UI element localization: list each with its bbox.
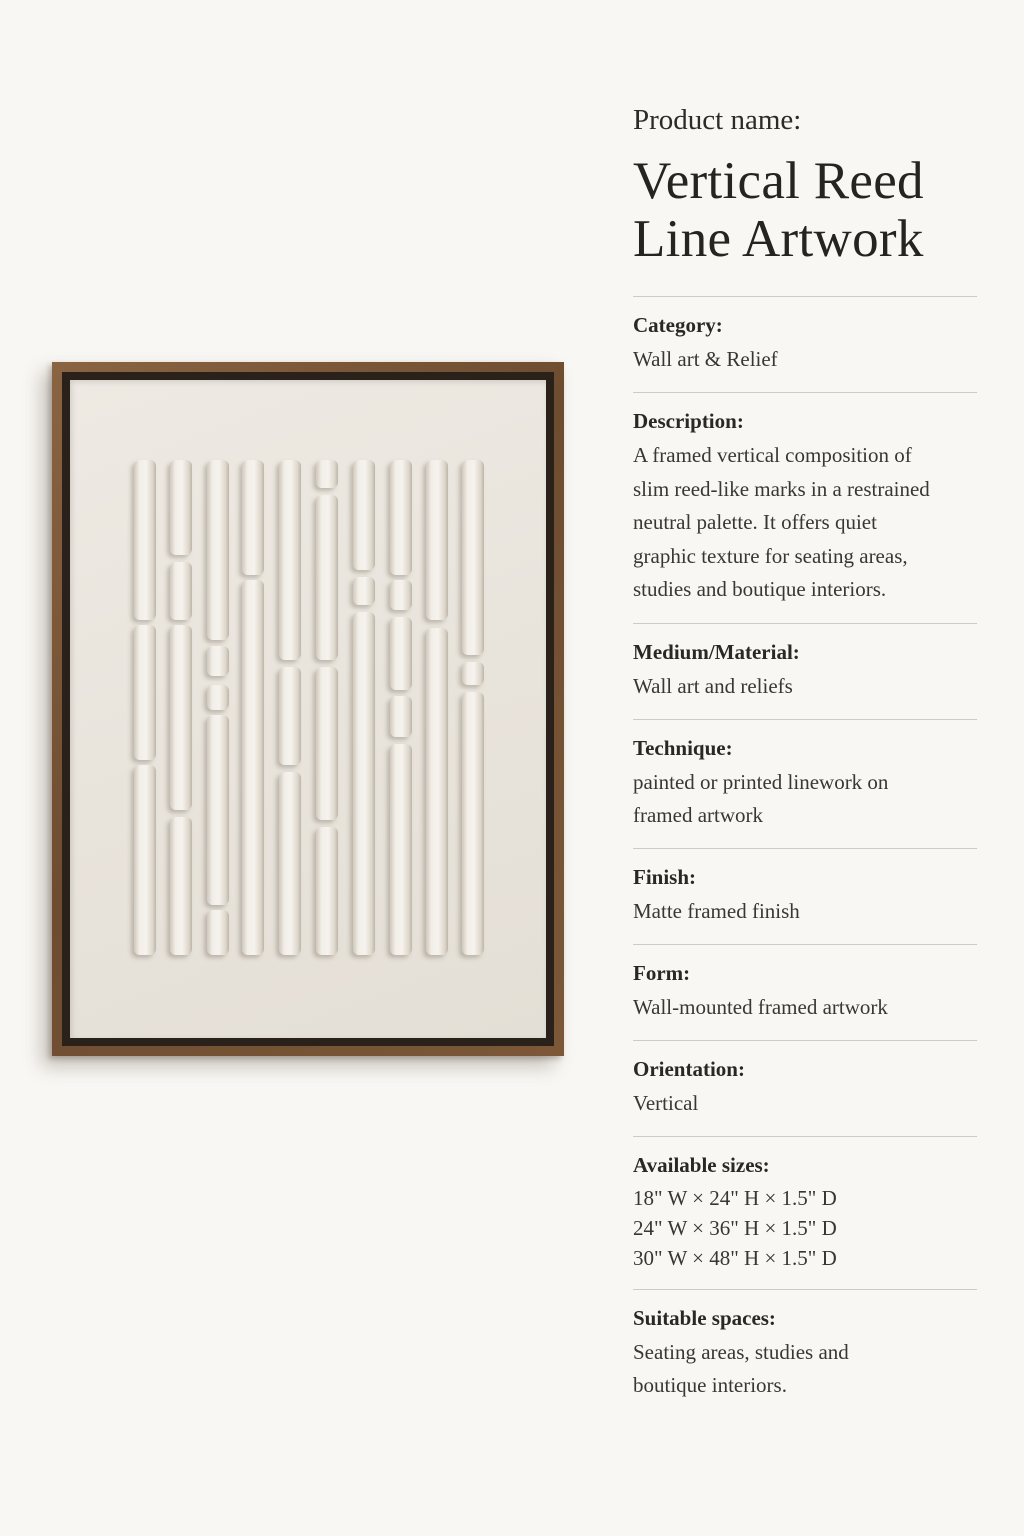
spec-description <box>633 393 977 624</box>
spec-value <box>633 1183 977 1273</box>
reed-segment <box>390 744 412 955</box>
spec-value: Vertical <box>633 1090 699 1115</box>
reed-segment <box>426 628 448 955</box>
reed-segment <box>207 685 229 710</box>
reed-segment <box>390 580 412 610</box>
artwork-canvas <box>70 380 546 1038</box>
reed-segment <box>462 460 484 655</box>
reed-segment <box>170 562 192 620</box>
product-info-panel <box>633 100 977 1418</box>
reed-segment <box>462 662 484 685</box>
reed-segment <box>207 715 229 905</box>
spaces-line: Seating areas, studies and <box>633 1339 849 1364</box>
spec-value <box>633 1336 977 1402</box>
reed-segment <box>426 460 448 620</box>
reed-segment <box>134 460 156 620</box>
spec-value: Wall art and reliefs <box>633 673 793 698</box>
reed-segment <box>207 910 229 955</box>
spec-suitable-spaces <box>633 1290 977 1418</box>
reed-segment <box>316 827 338 955</box>
spec-category <box>633 297 977 393</box>
product-title-line-2: Line Artwork <box>633 210 924 268</box>
spec-label: Form: <box>633 960 691 985</box>
reed-segment <box>316 495 338 660</box>
reed-segment <box>390 460 412 575</box>
spaces-line: boutique interiors. <box>633 1372 787 1397</box>
product-title <box>633 152 977 268</box>
description-line: graphic texture for seating areas, <box>633 543 908 568</box>
spec-label: Orientation: <box>633 1056 745 1081</box>
reed-segment <box>134 625 156 760</box>
reed-segment <box>134 765 156 955</box>
reed-segment <box>279 667 301 765</box>
reed-segment <box>462 692 484 955</box>
size-option: 30" W × 48" H × 1.5" D <box>633 1245 837 1270</box>
reed-segment <box>242 460 264 575</box>
reed-segment <box>353 460 375 570</box>
spec-sizes <box>633 1137 977 1290</box>
spec-label: Medium/Material: <box>633 639 800 664</box>
spec-label: Category: <box>633 313 723 337</box>
technique-line: framed artwork <box>633 802 764 827</box>
spec-form <box>633 945 977 1041</box>
spec-medium <box>633 624 977 720</box>
reed-relief <box>70 380 546 1038</box>
spec-orientation <box>633 1041 977 1137</box>
reed-segment <box>207 460 229 640</box>
reed-segment <box>207 646 229 676</box>
spec-value <box>633 766 977 832</box>
spec-technique <box>633 720 977 849</box>
product-title-line-1: Vertical Reed <box>633 152 924 210</box>
spec-label: Suitable spaces: <box>633 1305 776 1330</box>
reed-segment <box>170 625 192 810</box>
reed-segment <box>353 577 375 605</box>
reed-segment <box>279 772 301 955</box>
spec-label: Finish: <box>633 864 697 889</box>
reed-segment <box>353 612 375 955</box>
description-line: A framed vertical composition of <box>633 443 912 467</box>
spec-finish <box>633 849 977 945</box>
reed-segment <box>242 580 264 955</box>
reed-segment <box>170 460 192 555</box>
spec-value: Wall-mounted framed artwork <box>633 994 888 1019</box>
reed-segment <box>390 617 412 690</box>
spec-value: Wall art & Relief <box>633 347 778 371</box>
description-line: slim reed-like marks in a restrained <box>633 476 930 501</box>
reed-segment <box>316 460 338 488</box>
description-line: studies and boutique interiors. <box>633 577 887 601</box>
size-option: 24" W × 36" H × 1.5" D <box>633 1215 837 1240</box>
reed-segment <box>316 667 338 820</box>
spec-value <box>633 439 977 607</box>
reed-segment <box>170 817 192 955</box>
reed-segment <box>279 460 301 660</box>
spec-label: Available sizes: <box>633 1152 770 1177</box>
spec-label: Technique: <box>633 735 733 760</box>
technique-line: painted or printed linework on <box>633 769 889 794</box>
framed-artwork-image <box>52 362 564 1056</box>
size-option: 18" W × 24" H × 1.5" D <box>633 1185 837 1210</box>
spec-label: Description: <box>633 409 744 433</box>
product-name-label: Product name: <box>633 104 802 136</box>
reed-segment <box>390 696 412 737</box>
description-line: neutral palette. It offers quiet <box>633 510 877 534</box>
spec-value: Matte framed finish <box>633 898 800 923</box>
